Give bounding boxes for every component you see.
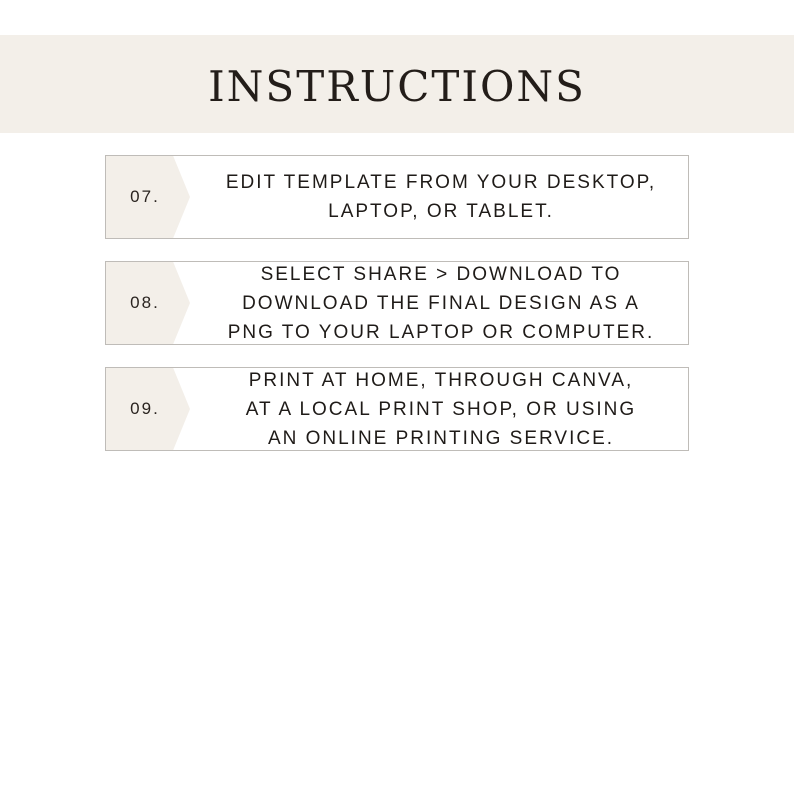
step-text-container xyxy=(202,262,680,344)
header-band xyxy=(0,35,794,133)
step-text: EDIT TEMPLATE FROM YOUR DESKTOP, LAPTOP, OR TABLET. xyxy=(225,172,657,222)
step-card-08 xyxy=(105,261,689,345)
step-number: 07. xyxy=(130,187,160,206)
step-card-07 xyxy=(105,155,689,239)
step-card-09 xyxy=(105,367,689,451)
step-number: 08. xyxy=(130,293,160,312)
step-text-container xyxy=(202,368,680,450)
step-text: SELECT SHARE > DOWNLOAD TO DOWNLOAD THE FINAL DESIGN AS A PNG TO YOUR LAPTOP OR COMPUTER. xyxy=(227,263,655,343)
steps-list xyxy=(105,155,689,473)
step-text-container xyxy=(202,156,680,238)
step-text: PRINT AT HOME, THROUGH CANVA, AT A LOCAL PRINT SHOP, OR USING AN ONLINE PRINTING SERVICE. xyxy=(245,369,637,449)
page-title: INSTRUCTIONS xyxy=(208,61,586,111)
step-number: 09. xyxy=(130,399,160,418)
